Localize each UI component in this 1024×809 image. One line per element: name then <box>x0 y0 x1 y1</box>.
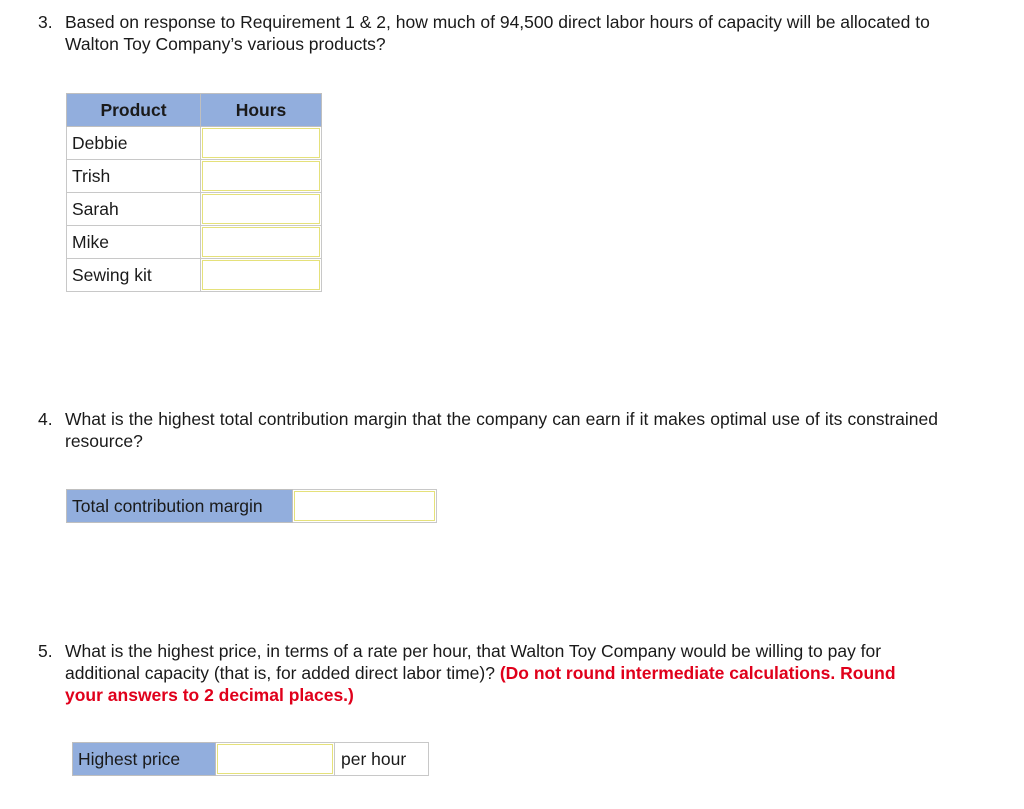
question-text: What is the highest price, in terms of a rate per hour, that Walton Toy Company would be willing to pay for additional capacity (that is, for added direct labor time)? <box>65 641 882 683</box>
table-row <box>67 127 322 160</box>
total-contribution-margin-label: Total contribution margin <box>67 490 293 523</box>
product-label: Trish <box>67 160 201 193</box>
question-number: 3. <box>38 12 53 32</box>
hours-input-sewing-kit[interactable] <box>202 260 320 290</box>
hours-input-mike[interactable] <box>202 227 320 257</box>
question-4 <box>38 408 938 452</box>
contribution-margin-table <box>66 489 437 523</box>
product-label: Sewing kit <box>67 259 201 292</box>
highest-price-table <box>72 742 429 776</box>
column-header-product: Product <box>67 94 201 127</box>
table-row <box>67 490 437 523</box>
question-body <box>65 640 938 706</box>
question-number: 5. <box>38 641 53 661</box>
hours-input-debbie[interactable] <box>202 128 320 158</box>
table-row <box>67 160 322 193</box>
hours-input-trish[interactable] <box>202 161 320 191</box>
table-row <box>73 743 429 776</box>
product-label: Mike <box>67 226 201 259</box>
question-3 <box>38 11 938 55</box>
question-text: What is the highest total contribution margin that the company can earn if it makes optimal use of its constrained resource? <box>65 409 938 451</box>
hours-input-sarah[interactable] <box>202 194 320 224</box>
table-row <box>67 259 322 292</box>
highest-price-label: Highest price <box>73 743 216 776</box>
rounding-instruction: (Do not round intermediate calculations. Round your answers to 2 decimal places.) <box>65 663 896 705</box>
table-header-row <box>67 94 322 127</box>
product-label: Debbie <box>67 127 201 160</box>
column-header-hours: Hours <box>201 94 322 127</box>
total-contribution-margin-input[interactable] <box>294 491 435 521</box>
highest-price-input[interactable] <box>217 744 333 774</box>
question-number: 4. <box>38 409 53 429</box>
question-5 <box>38 640 938 706</box>
product-label: Sarah <box>67 193 201 226</box>
question-text: Based on response to Requirement 1 & 2, how much of 94,500 direct labor hours of capacity will be allocated to Walton Toy Company’s various products? <box>65 12 930 54</box>
table-row <box>67 193 322 226</box>
per-hour-unit: per hour <box>335 743 429 776</box>
hours-allocation-table <box>66 93 322 292</box>
table-row <box>67 226 322 259</box>
